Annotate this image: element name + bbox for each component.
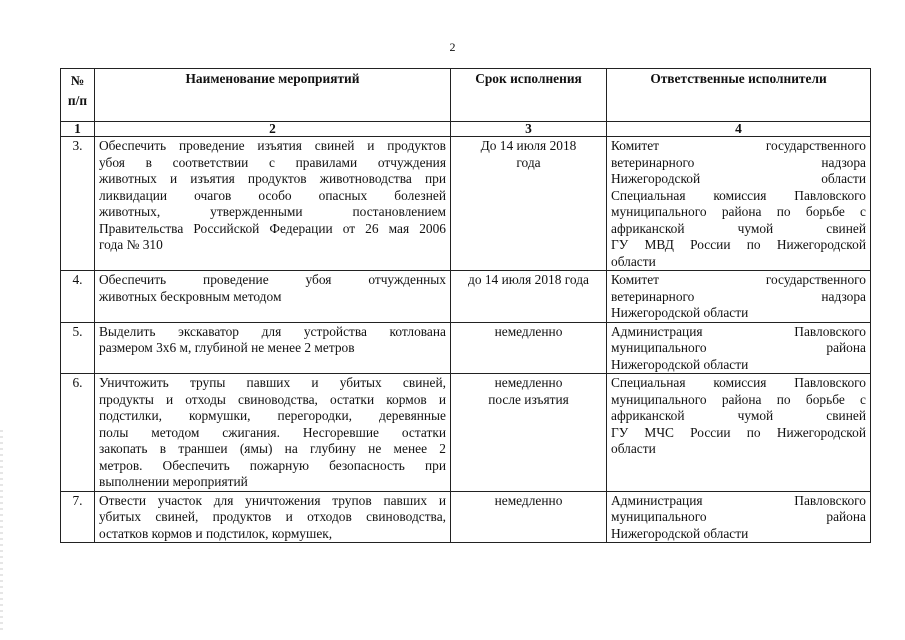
row-number: 5. — [61, 322, 95, 374]
header-number-symbol: № — [70, 73, 85, 88]
row-responsible-line: муниципального района — [611, 509, 866, 524]
row-name-line: Отвести участок для уничтожения трупов павших и — [99, 492, 446, 508]
row-responsible-line: Нижегородской области — [611, 525, 749, 541]
row-name-line: полы методом сжигания. Несгоревшие остатки — [99, 424, 446, 440]
row-responsible-line: Нижегородской области — [611, 171, 866, 186]
column-number-4: 4 — [607, 122, 871, 137]
row-name-line: закопать в траншеи (ямы) на глубину не менее 2 — [99, 441, 446, 456]
row-responsible-line: ГУ МЧС России по Нижегородской — [611, 424, 866, 440]
measures-table — [60, 68, 871, 543]
table-row — [61, 374, 871, 492]
row-name-line: Уничтожить трупы павших и убитых свиней, — [99, 375, 446, 390]
column-number-2: 2 — [95, 122, 451, 137]
row-responsible-line: муниципального района по борьбе с — [611, 204, 866, 219]
row-responsible-line: Администрация Павловского — [611, 492, 866, 508]
row-name-line: животных и изъятия продуктов животноводства при — [99, 171, 446, 186]
row-deadline-line: немедленно — [494, 323, 563, 339]
row-name-cell — [95, 322, 451, 374]
page-number: 2 — [449, 40, 456, 54]
row-responsible-cell — [607, 374, 871, 492]
column-number-1: 1 — [61, 122, 95, 137]
row-deadline-line: после изъятия — [488, 391, 569, 407]
row-responsible-line: Специальная комиссия Павловского — [611, 187, 866, 203]
row-deadline-line: До 14 июля 2018 — [480, 138, 577, 153]
row-name-line: убитых свиней, продуктов и отходов свиноводства, — [99, 509, 446, 524]
row-name-line: выполнении мероприятий — [99, 474, 248, 489]
row-name-line: размером 3х6 м, глубиной не менее 2 метров — [99, 340, 355, 355]
row-name-line: года № 310 — [99, 237, 163, 252]
row-deadline-cell — [451, 374, 607, 492]
row-deadline-cell — [451, 322, 607, 374]
table-row — [61, 137, 871, 271]
row-responsible-line: ГУ МВД России по Нижегородской — [611, 237, 866, 252]
column-number-3: 3 — [451, 122, 607, 137]
row-name-line: Выделить экскаватор для устройства котлована — [99, 323, 446, 339]
row-responsible-line: муниципального района по борьбе с — [611, 391, 866, 407]
row-name-cell — [95, 271, 451, 323]
table-row — [61, 491, 871, 543]
row-name-line: животных, утвержденными постановлением — [99, 204, 446, 219]
row-responsible-cell — [607, 271, 871, 323]
row-responsible-line: африканской чумой свиней — [611, 220, 866, 236]
row-name-line: Правительства Российской Федерации от 26 мая 2006 — [99, 220, 446, 236]
row-deadline-line: немедленно — [494, 492, 563, 508]
header-responsible: Ответственные исполнители — [607, 69, 871, 122]
row-responsible-line: ветеринарного надзора — [611, 288, 866, 304]
row-number: 7. — [61, 491, 95, 543]
row-name-line: животных бескровным методом — [99, 288, 282, 304]
row-deadline-cell — [451, 137, 607, 271]
row-responsible-line: африканской чумой свиней — [611, 408, 866, 423]
row-deadline-line: немедленно — [494, 375, 563, 390]
row-name-line: Обеспечить проведение убоя отчужденных — [99, 272, 446, 287]
row-deadline-cell — [451, 271, 607, 323]
row-number: 6. — [61, 374, 95, 492]
row-name-line: метров. Обеспечить пожарную безопасность при — [99, 457, 446, 473]
row-responsible-line: ветеринарного надзора — [611, 154, 866, 170]
row-name-line: Обеспечить проведение изъятия свиней и продуктов — [99, 138, 446, 153]
row-name-line: ликвидации очагов особо опасных болезней — [99, 187, 446, 203]
row-name-line: убоя в соответствии с правилами отчуждения — [99, 154, 446, 170]
row-deadline-cell — [451, 491, 607, 543]
row-name-cell — [95, 374, 451, 492]
row-responsible-cell — [607, 137, 871, 271]
column-numbers-row — [61, 122, 871, 137]
header-deadline: Срок исполнения — [451, 69, 607, 122]
row-deadline-line: года — [516, 154, 541, 170]
row-responsible-line: области — [611, 253, 656, 269]
row-number: 3. — [61, 137, 95, 271]
row-deadline-line: до 14 июля 2018 года — [468, 272, 589, 287]
header-name: Наименование мероприятий — [95, 69, 451, 122]
header-number-abbr: п/п — [67, 93, 88, 108]
row-responsible-line: Специальная комиссия Павловского — [611, 375, 866, 390]
row-responsible-line: Нижегородской области — [611, 305, 749, 320]
row-responsible-line: области — [611, 441, 656, 456]
scan-edge-mark — [0, 430, 3, 630]
row-responsible-cell — [607, 491, 871, 543]
row-responsible-line: муниципального района — [611, 340, 866, 355]
row-name-cell — [95, 137, 451, 271]
row-name-line: продукты и отходы свиноводства, остатки кормов и — [99, 391, 446, 407]
row-responsible-line: Комитет государственного — [611, 272, 866, 287]
row-responsible-cell — [607, 322, 871, 374]
row-responsible-line: Комитет государственного — [611, 138, 866, 153]
table-row — [61, 322, 871, 374]
row-responsible-line: Нижегородской области — [611, 356, 749, 372]
header-number — [61, 69, 95, 122]
row-name-line: подстилки, кормушки, перегородки, деревянные — [99, 408, 446, 423]
row-name-cell — [95, 491, 451, 543]
table-row — [61, 271, 871, 323]
row-number: 4. — [61, 271, 95, 323]
row-responsible-line: Администрация Павловского — [611, 323, 866, 339]
row-name-line: остатков кормов и подстилок, кормушек, — [99, 525, 333, 541]
table-header-row — [61, 69, 871, 122]
